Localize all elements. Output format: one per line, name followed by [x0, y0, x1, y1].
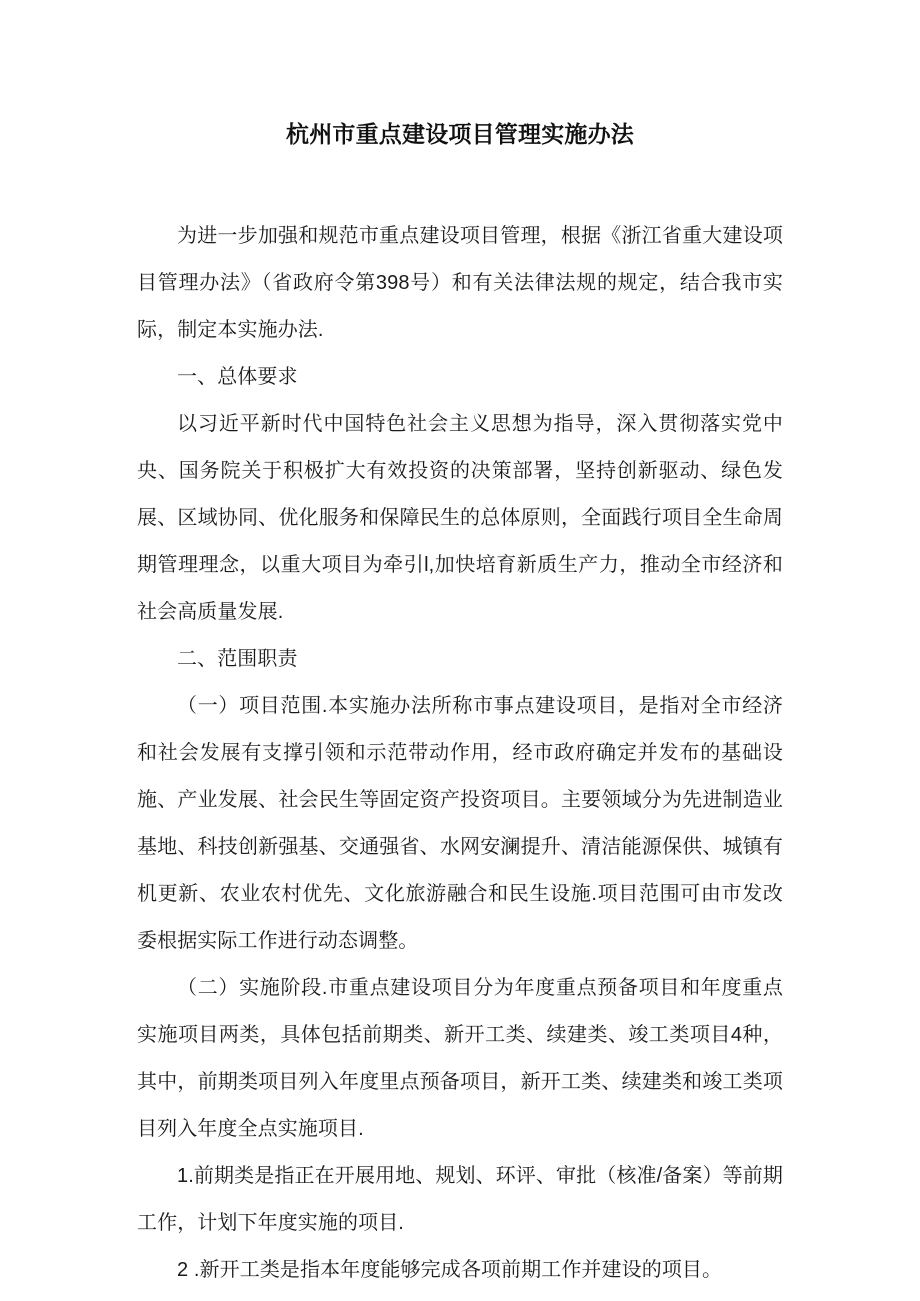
page-title: 杭州市重点建设项目管理实施办法 [286, 121, 634, 147]
document-body [137, 213, 783, 1294]
section-heading-2: 二、范围职责 [177, 648, 298, 670]
paragraph-section-1-body: 以习近平新时代中国特色社会主义思想为指导，深入贯彻落实党中央、国务院关于积极扩大有效投资的决策部署，坚持创新驱动、绿色发展、区域协同、优化服务和保障民生的总体原则，全面践行项目全生命周期管理理念，以重大项目为牵引l,加快培育新质生产力，推动全市经济和社会高质量发展. [137, 413, 783, 623]
paragraph-section-2-item-2: （二）实施阶段.市重点建设项目分为年度重点预备项目和年度重点实施项目两类，具体包括前期类、新开工类、续建类、竣工类项目4种，其中，前期类项目列入年度里点预备项目，新开工类、续建类和竣工类项目列入年度全点实施项目. [137, 977, 783, 1140]
paragraph-section-2-item-1: （一）项目范围.本实施办法所称市事点建设项目，是指对全市经济和社会发展有支撑引领和示范带动作用，经市政府确定并发布的基础设施、产业发展、社会民生等固定资产投资项目。主要领域分为先进制造业基地、科技创新强基、交通强省、水网安澜提升、清洁能源保供、城镇有机更新、农业农村优先、文化旅游融合和民生设施.项目范围可由市发改委根据实际工作进行动态调整。 [137, 695, 783, 952]
paragraph-preamble: 为进一步加强和规范市重点建设项目管理，根据《浙江省重大建设项目管理办法》（省政府令第398号）和有关法律法规的规定，结合我市实际，制定本实施办法. [137, 225, 783, 341]
paragraph-section-2-item-2-sub-1: 1.前期类是指正在开展用地、规划、环评、审批（核准/备案）等前期工作，计划下年度实施的项目. [137, 1165, 783, 1234]
paragraph-section-2-item-2-sub-2: 2 .新开工类是指本年度能够完成各项前期工作并建设的项目。 [177, 1259, 723, 1281]
section-heading-1: 一、总体要求 [177, 366, 298, 388]
